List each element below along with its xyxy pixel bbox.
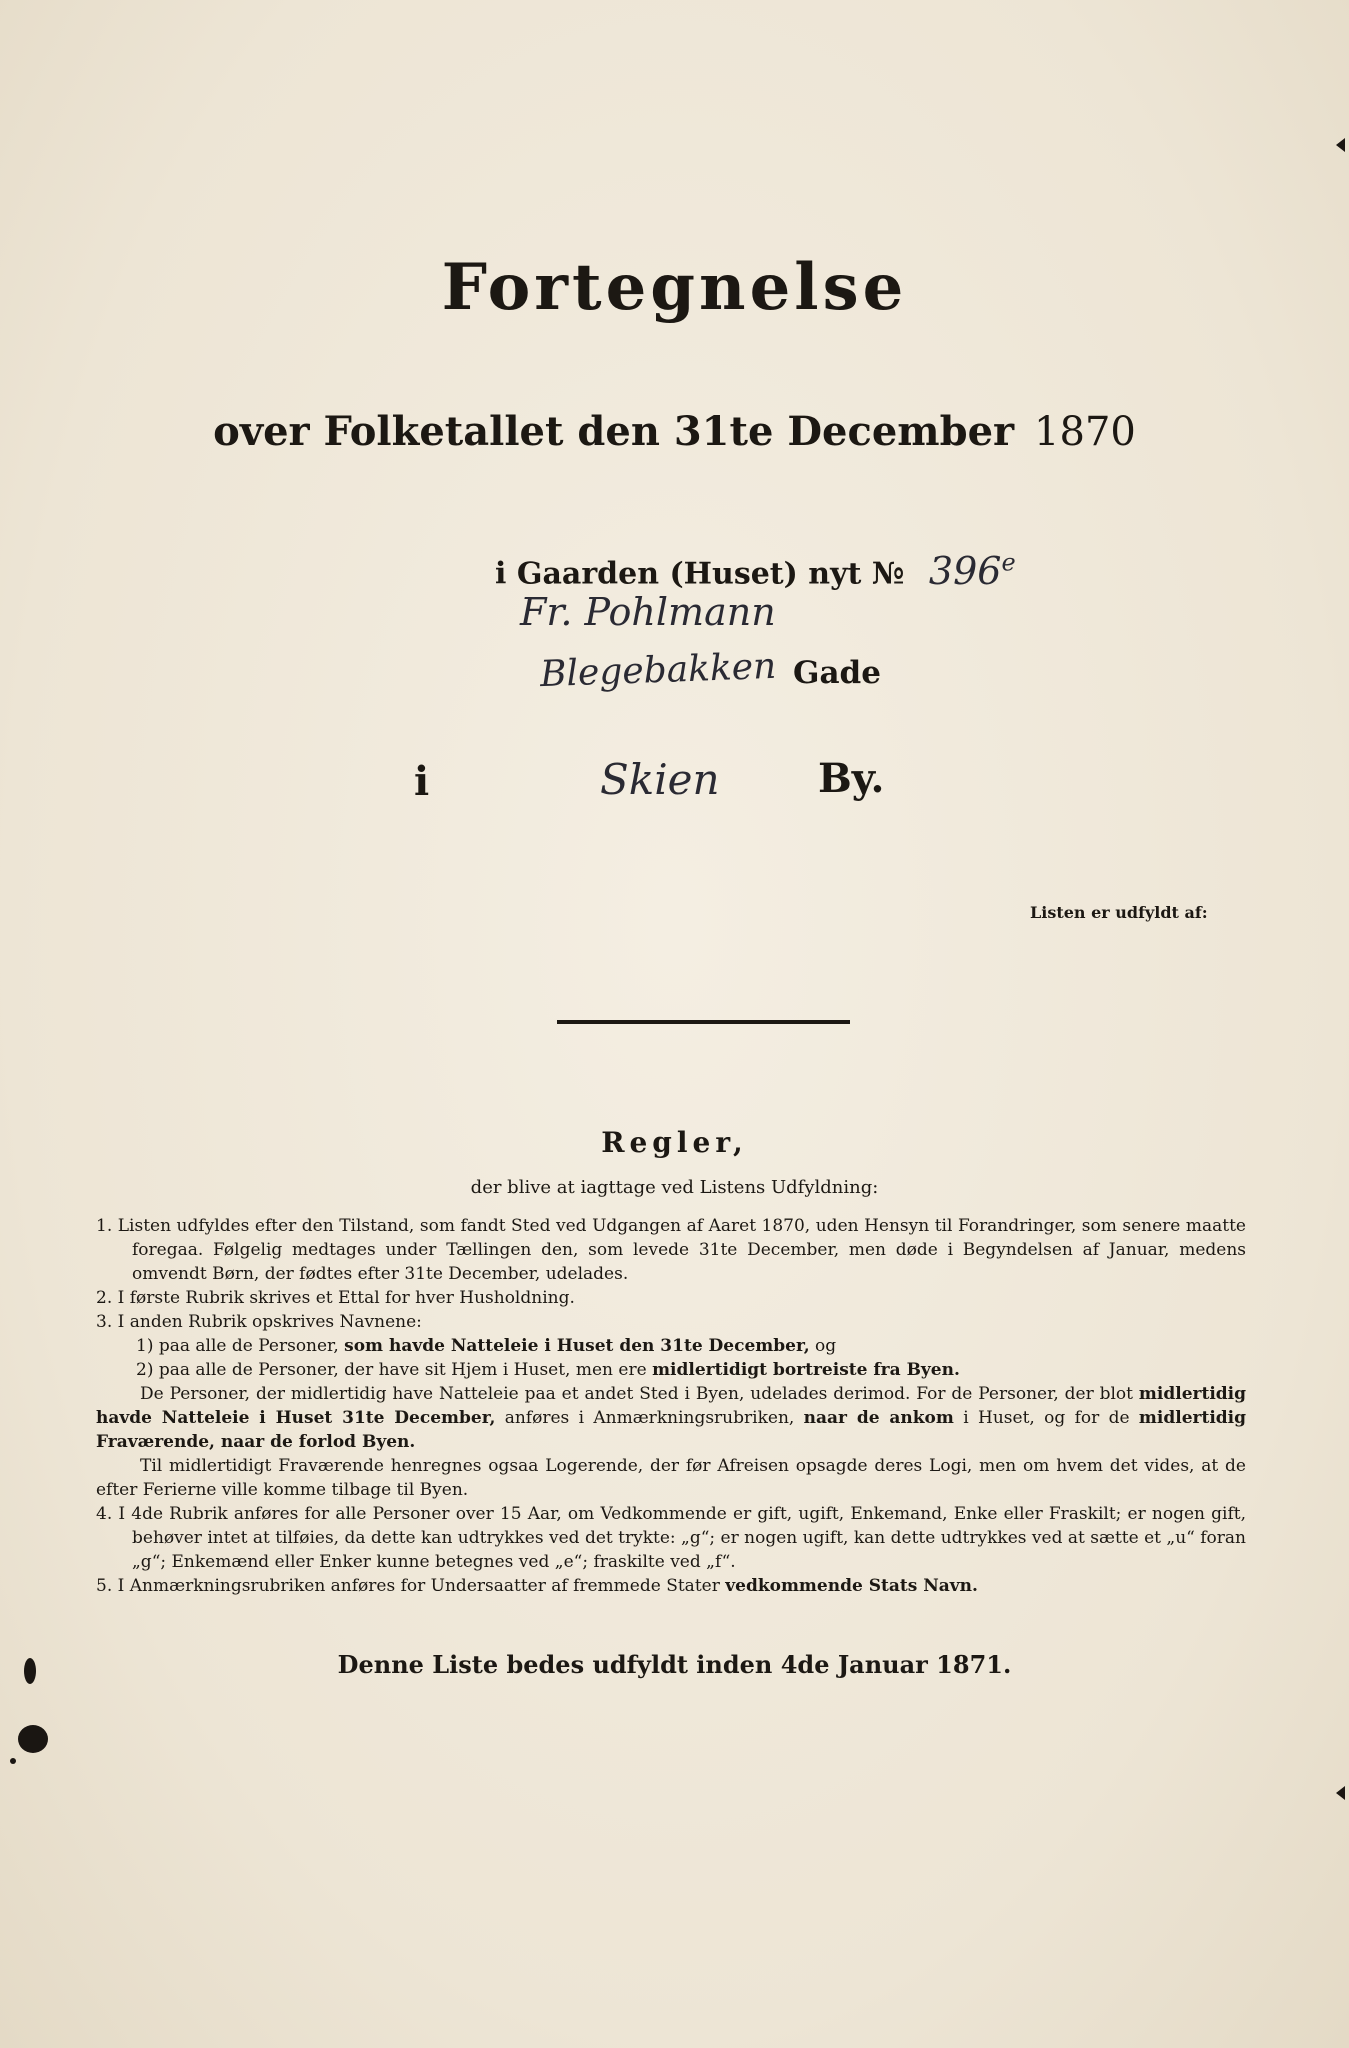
- rule-3-item-2-bold: midlertidigt bortreiste fra Byen.: [652, 1360, 960, 1380]
- street-handwritten: Blegebakken: [539, 645, 777, 696]
- ink-blot: [18, 1725, 48, 1753]
- city-handwritten: Skien: [600, 755, 720, 804]
- subtitle-year: 1870: [1034, 409, 1136, 455]
- rule-3-note-a: De Personer, der midlertidig have Natteleie paa et andet Sted i Byen, udelades derimod. For de Personer, der blot: [140, 1384, 1133, 1404]
- rule-4: 4. I 4de Rubrik anføres for alle Personer over 15 Aar, om Vedkommende er gift, ugift, Enkemand, Enke eller Fraskilt; er nogen gift, behøver intet at tilføies, da dette kan udtrykkes ved det trykte: „g“; er nogen ugift, kan dette udtrykkes ved at sætte et „u“ foran „g“; Enkemænd eller Enker kunne betegnes ved „e“; fraskilte ved „f“.: [96, 1504, 1246, 1572]
- rules-heading: Regler,: [601, 1126, 748, 1159]
- signature-rule: [557, 1020, 850, 1024]
- rule-3-item-2: [96, 1358, 1246, 1382]
- rule-3-note: [96, 1382, 1246, 1454]
- rule-3-item-1-bold: som havde Natteleie i Huset den 31te December,: [344, 1336, 810, 1356]
- form-title: Fortegnelse: [441, 250, 908, 325]
- ink-blot: [24, 1658, 36, 1684]
- gaard-line: [495, 548, 1016, 593]
- rules-intro: der blive at iagttage ved Listens Udfyldning:: [470, 1177, 879, 1198]
- rule-3-item-2-text: 2) paa alle de Personer, der have sit Hjem i Huset, men ere: [136, 1360, 647, 1380]
- page-edge-marker: [1336, 138, 1345, 152]
- rule-2: 2. I første Rubrik skrives et Ettal for hver Husholdning.: [96, 1288, 575, 1308]
- rules-list: [96, 1214, 1246, 1598]
- rule-3: 3. I anden Rubrik opskrives Navnene:: [96, 1312, 422, 1332]
- filled-by-label: Listen er udfyldt af:: [1030, 903, 1208, 922]
- rule-5-text: 5. I Anmærkningsrubriken anføres for Undersaatter af fremmede Stater: [96, 1576, 720, 1596]
- rule-3-absent: Til midlertidigt Fraværende henregnes ogsaa Logerende, der før Afreisen opsagde deres Logi, men om hvem det vides, at de efter Ferierne ville komme tilbage til Byen.: [96, 1456, 1246, 1500]
- gaard-label: i Gaarden (Huset) nyt №: [495, 556, 905, 592]
- subtitle-text: over Folketallet den 31te December: [213, 408, 1015, 455]
- rule-5-bold: vedkommende Stats Navn.: [725, 1576, 978, 1596]
- city-label: By.: [818, 755, 885, 802]
- rule-3-note-d: naar de ankom: [803, 1408, 954, 1428]
- city-prefix: i: [414, 758, 430, 805]
- rule-3-item-1-end: og: [815, 1336, 837, 1356]
- house-number-suffix: e: [1001, 548, 1016, 576]
- rule-3-item-1: [96, 1334, 1246, 1358]
- house-number-handwritten: [929, 549, 1016, 593]
- rule-1: 1. Listen udfyldes efter den Tilstand, som fandt Sted ved Udgangen af Aaret 1870, uden Hensyn til Forandringer, som senere maatte foregaa. Følgelig medtages under Tællingen den, som levede 31te December, men døde i Begyndelsen af Januar, medens omvendt Børn, der fødtes efter 31te December, udelades.: [96, 1216, 1246, 1284]
- rule-3-note-e: i Huset, og for de: [963, 1408, 1130, 1428]
- rule-3-note-f: midlertidig Fraværende, naar de forlod Byen.: [96, 1408, 1247, 1452]
- street-label: Gade: [793, 655, 881, 691]
- rule-3-note-c: anføres i Anmærkningsrubriken,: [504, 1408, 795, 1428]
- deadline-note: Denne Liste bedes udfyldt inden 4de Januar 1871.: [337, 1650, 1012, 1679]
- rule-3-item-1-text: 1) paa alle de Personer,: [136, 1336, 339, 1356]
- rule-5: [96, 1574, 1246, 1598]
- page-edge-marker: [1336, 1786, 1345, 1800]
- house-number-value: 396: [928, 548, 1002, 593]
- form-subtitle: [0, 408, 1349, 455]
- owner-handwritten: Fr. Pohlmann: [520, 590, 776, 634]
- ink-blot: [10, 1758, 16, 1764]
- rule-3-note-b: midlertidig havde Natteleie i Huset 31te December,: [96, 1384, 1247, 1428]
